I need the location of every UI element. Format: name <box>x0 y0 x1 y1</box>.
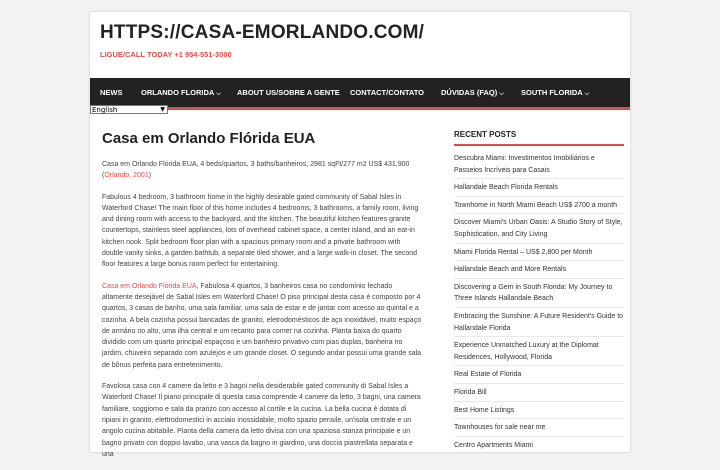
site-title[interactable]: HTTPS://CASA-EMORLANDO.COM/ <box>100 22 425 43</box>
recent-post-link[interactable]: Experience Unmatched Luxury at the Diplomat Residences, Hollywood, Florida <box>454 337 624 366</box>
chevron-down-icon: ⌵ <box>584 91 590 97</box>
description-portuguese: Casa em Orlando Flórida EUA, Fabulosa 4 quartos, 3 banheiros casa no condomínio fechado altamente desejável de Sabal Isles em Waterford Chase! O piso principal desta casa é composto por 4 quartos, 3 casas de banho, uma sala familiar, uma sala de estar e de jantar com acesso ao quintal e a cozinha. A bela cozinha possui bancadas de granito, eletrodomésticos de aço inoxidável, muito espaço de armário no alto, uma ilha central e um recanto para comer na cozinha. Planta baixa do quarto dividido com um quarto principal espaçoso e um banheiro privativo com pias duplas, banheira no jardim, chuveiro separado com azulejos e um grande closet. O segundo andar possui uma grande sala de bônus perfeita para entretenimento. <box>102 282 422 369</box>
recent-post-link[interactable]: Discovering a Gem in South Florida: My Journey to Three Islands Hallandale Beach <box>454 279 624 308</box>
select-arrow-icon: ▼ <box>160 106 165 113</box>
nav-item-contact[interactable]: CONTACT/CONTATO <box>350 88 425 97</box>
post-title-link[interactable]: Casa em Orlando Flórida EUA <box>102 282 197 290</box>
sidebar-heading: RECENT POSTS <box>454 130 624 146</box>
nav-item-about-us[interactable]: ABOUT US/SOBRE A GENTE <box>237 88 340 97</box>
description-english: Fabulous 4 bedroom, 3 bathroom home in the highly desirable gated community of Sabal Isles in Waterford Chase! The main floor of this home includes 4 bedrooms, 3 bathrooms, a family room, living and dining room with access to the backyard, and the kitchen. The beautiful kitchen features granite countertops, stainless steel appliances, lots of overhead cabinet space, a center island, and an eat-in kitchen nook. Split bedroom floor plan with a spacious primary room and a private bathroom with double vanity sinks, a garden bathtub, a separate tiled shower, and a large walk-in closet. The second floor features a large bonus room perfect for entertaining. <box>102 193 419 269</box>
chevron-down-icon: ⌵ <box>216 91 221 97</box>
recent-post-link[interactable]: Townhouses for sale near me <box>454 419 624 437</box>
main-navigation <box>90 78 630 110</box>
language-select[interactable]: English ▼ <box>90 105 168 114</box>
recent-post-link[interactable]: Descubra Miami: Investimentos Imobiliários e Passeios Incríveis para Casais <box>454 150 624 179</box>
post-title: Casa em Orlando Flórida EUA <box>102 130 316 147</box>
site-tagline: LIGUE/CALL TODAY +1 954-551-3000 <box>100 50 232 59</box>
recent-post-link[interactable]: Hallandale Beach Florida Rentals <box>454 179 624 197</box>
recent-post-link[interactable]: Townhome in North Miami Beach US$ 2700 a month <box>454 197 624 215</box>
recent-post-link[interactable]: Real Estate of Florida <box>454 366 624 384</box>
recent-post-link[interactable]: Best Home Listings <box>454 402 624 420</box>
post-intro: Casa em Orlando Flórida EUA, 4 beds/quartos, 3 baths/banheiros, 2981 sqFt/277 m2 US$ 431,900 (Orlando, 2001) <box>102 161 410 180</box>
sidebar-recent-posts <box>454 130 624 454</box>
nav-item-south-florida[interactable]: SOUTH FLORIDA ⌵ <box>521 88 590 97</box>
recent-post-link[interactable]: Miami Florida Rental – US$ 2,800 per Month <box>454 244 624 262</box>
recent-post-link[interactable]: Florida Bill <box>454 384 624 402</box>
post-content <box>102 130 422 470</box>
nav-item-faq[interactable]: DÚVIDAS (FAQ) ⌵ <box>441 88 504 97</box>
nav-item-news[interactable]: NEWS <box>100 88 123 97</box>
recent-post-link[interactable]: Embracing the Sunshine: A Future Resident's Guide to Hallandale Florida <box>454 308 624 337</box>
nav-item-orlando-florida[interactable]: ORLANDO FLORIDA ⌵ <box>141 88 221 97</box>
page-container <box>90 12 630 458</box>
recent-post-link[interactable]: Hallandale Beach and More Rentals <box>454 261 624 279</box>
description-italian: Favolosa casa con 4 camere da letto e 3 bagni nella desiderabile gated community di Sabal Isles a Waterford Chase! Il piano principale di questa casa comprende 4 camere da letto, 3 bagni, una camera familiare, soggiorno e sala da pranzo con accesso al cortile e la cucina. La bella cucina è dotata di ripiani in granito, elettrodomestici in acciaio inossidabile, molto spazio pensile, un'isola centrale e un angolo cucina abitabile. Pianta della camera da letto divisa con una spaziosa stanza principale e un bagno privato con doppio lavabo, una vasca da bagno in giardino, una doccia piastrellata separata e una <box>102 383 421 458</box>
chevron-down-icon: ⌵ <box>499 91 504 97</box>
recent-post-link[interactable]: Centro Apartments Miami <box>454 437 624 455</box>
recent-post-link[interactable]: Discover Miami's Urban Oasis: A Studio Story of Style, Sophistication, and City Living <box>454 214 624 243</box>
category-link[interactable]: Orlando, 2001 <box>104 172 149 180</box>
